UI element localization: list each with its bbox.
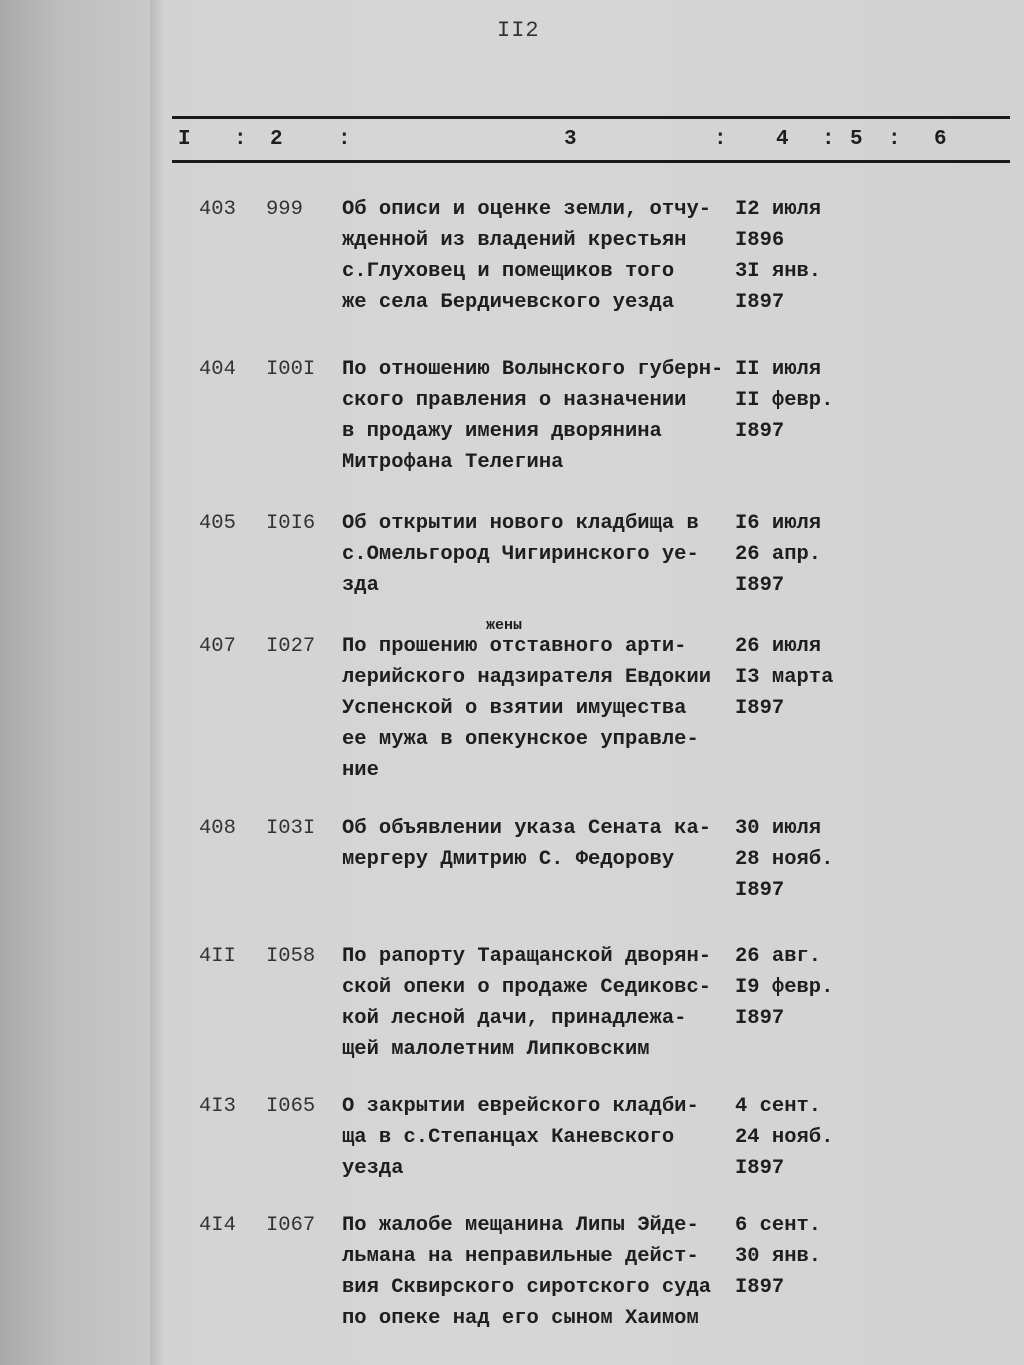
col-header-1: I <box>178 128 191 151</box>
entry-description <box>342 508 699 601</box>
date-line: I896 <box>735 229 785 252</box>
entry-number: 4II <box>199 945 236 968</box>
description-line: Об описи и оценке земли, отчу- <box>342 198 712 221</box>
header-top-rule <box>172 116 1010 119</box>
col-separator: : <box>338 128 351 151</box>
description-line: Об объявлении указа Сената ка- <box>342 817 712 840</box>
description-line: О закрытии еврейского кладби- <box>342 1095 699 1118</box>
handwritten-insertion: жены <box>486 617 523 634</box>
date-line: I897 <box>735 420 785 443</box>
entry-dates <box>735 354 833 447</box>
column-header-row <box>172 128 1010 154</box>
file-code: I067 <box>266 1214 316 1237</box>
entry-number: 405 <box>199 512 236 535</box>
date-line: 26 авг. <box>735 945 822 968</box>
description-line: По жалобе мещанина Липы Эйде- <box>342 1214 699 1237</box>
entry-dates <box>735 194 821 318</box>
description-line: льмана на неправильные дейст- <box>342 1245 699 1268</box>
file-code: I00I <box>266 358 316 381</box>
description-line: ние <box>342 759 379 782</box>
date-line: I897 <box>735 574 785 597</box>
description-line: По отношению Волынского губерн- <box>342 358 724 381</box>
description-line: в продажу имения дворянина <box>342 420 662 443</box>
date-line: 28 нояб. <box>735 848 834 871</box>
description-line: жденной из владений крестьян <box>342 229 687 252</box>
date-line: 30 июля <box>735 817 822 840</box>
date-line: 24 нояб. <box>735 1126 834 1149</box>
description-line: лерийского надзирателя Евдокии <box>342 666 712 689</box>
description-line: по опеке над его сыном Хаимом <box>342 1307 699 1330</box>
col-separator: : <box>822 128 835 151</box>
description-line: ского правления о назначении <box>342 389 687 412</box>
col-header-3: 3 <box>564 128 577 151</box>
page-fold-shadow <box>150 0 164 1365</box>
date-line: 30 янв. <box>735 1245 822 1268</box>
description-line: ща в с.Степанцах Каневского <box>342 1126 675 1149</box>
col-separator: : <box>714 128 727 151</box>
description-line: Митрофана Телегина <box>342 451 564 474</box>
date-line: I9 февр. <box>735 976 834 999</box>
page-number: II2 <box>497 18 540 43</box>
file-code: I03I <box>266 817 316 840</box>
date-line: I897 <box>735 291 785 314</box>
description-line: зда <box>342 574 379 597</box>
description-line: ской опеки о продаже Седиковс- <box>342 976 712 999</box>
date-line: I897 <box>735 697 785 720</box>
description-line: По рапорту Таращанской дворян- <box>342 945 712 968</box>
entry-description <box>342 194 711 318</box>
col-separator: : <box>234 128 247 151</box>
date-line: I897 <box>735 1007 785 1030</box>
date-line: 4 сент. <box>735 1095 822 1118</box>
entry-dates <box>735 941 833 1034</box>
entry-description <box>342 813 711 875</box>
date-line: I897 <box>735 879 785 902</box>
col-header-5: 5 <box>850 128 863 151</box>
date-line: I6 июля <box>735 512 822 535</box>
entry-description <box>342 941 711 1065</box>
description-line: с.Глуховец и помещиков того <box>342 260 675 283</box>
date-line: I897 <box>735 1157 785 1180</box>
description-line: вия Сквирского сиротского суда <box>342 1276 712 1299</box>
date-line: I897 <box>735 1276 785 1299</box>
file-code: I0I6 <box>266 512 316 535</box>
date-line: II февр. <box>735 389 834 412</box>
entry-number: 403 <box>199 198 236 221</box>
entry-dates <box>735 1091 833 1184</box>
description-line: Успенской о взятии имущества <box>342 697 687 720</box>
description-line: По прошению отставного арти- <box>342 635 687 658</box>
entry-description <box>342 631 711 786</box>
entry-description <box>342 1091 699 1184</box>
date-line: 26 июля <box>735 635 822 658</box>
entry-description <box>342 354 723 478</box>
description-line: мергеру Дмитрию С. Федорову <box>342 848 675 871</box>
file-code: I058 <box>266 945 316 968</box>
entry-number: 404 <box>199 358 236 381</box>
description-line: кой лесной дачи, принадлежа- <box>342 1007 687 1030</box>
date-line: II июля <box>735 358 822 381</box>
file-code: 999 <box>266 198 303 221</box>
entry-dates <box>735 631 833 724</box>
header-bottom-rule <box>172 160 1010 163</box>
col-header-4: 4 <box>776 128 789 151</box>
entry-number: 407 <box>199 635 236 658</box>
entry-dates <box>735 813 833 906</box>
entry-description <box>342 1210 711 1334</box>
entry-dates <box>735 1210 821 1303</box>
file-code: I065 <box>266 1095 316 1118</box>
col-header-2: 2 <box>270 128 283 151</box>
col-separator: : <box>888 128 901 151</box>
entry-number: 4I3 <box>199 1095 236 1118</box>
entry-number: 408 <box>199 817 236 840</box>
description-line: уезда <box>342 1157 404 1180</box>
description-line: ее мужа в опекунское управле- <box>342 728 699 751</box>
date-line: 26 апр. <box>735 543 822 566</box>
date-line: I3 марта <box>735 666 834 689</box>
description-line: с.Омельгород Чигиринского уе- <box>342 543 699 566</box>
description-line: щей малолетним Липковским <box>342 1038 650 1061</box>
description-line: Об открытии нового кладбища в <box>342 512 699 535</box>
entry-number: 4I4 <box>199 1214 236 1237</box>
entry-dates <box>735 508 821 601</box>
date-line: 3I янв. <box>735 260 822 283</box>
date-line: 6 сент. <box>735 1214 822 1237</box>
file-code: I027 <box>266 635 316 658</box>
description-line: же села Бердичевского уезда <box>342 291 675 314</box>
col-header-6: 6 <box>934 128 947 151</box>
date-line: I2 июля <box>735 198 822 221</box>
